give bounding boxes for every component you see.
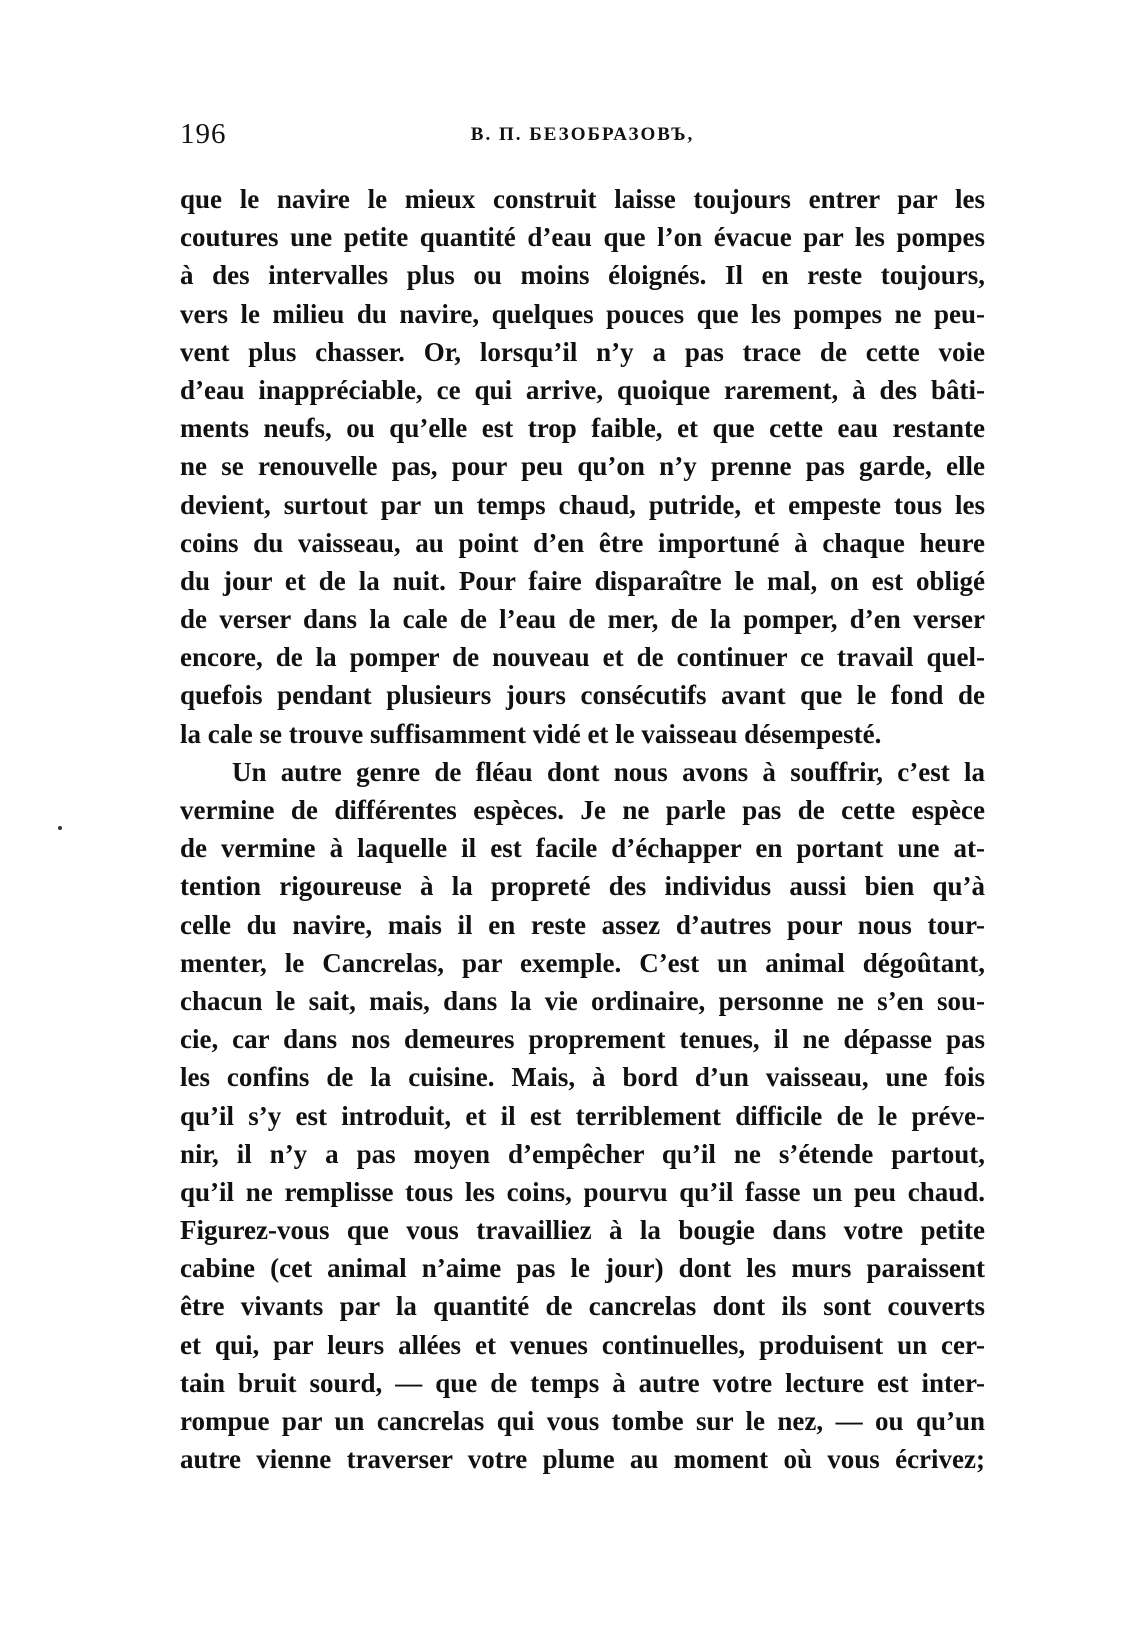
text-line: nir, il n’y a pas moyen d’empêcher qu’il ne s’étende partout, bbox=[180, 1138, 985, 1169]
text-line: Figurez-vous que vous travailliez à la bougie dans votre petite bbox=[180, 1215, 985, 1246]
text-line: coutures une petite quantité d’eau que l’on évacue par les pompes bbox=[180, 222, 985, 253]
text-line: qu’il s’y est introduit, et il est terriblement difficile de le préve- bbox=[180, 1100, 985, 1131]
text-line: qu’il ne remplisse tous les coins, pourvu qu’il fasse un peu chaud. bbox=[180, 1176, 985, 1207]
text-line: celle du navire, mais il en reste assez d’autres pour nous tour- bbox=[180, 909, 985, 940]
text-line: et qui, par leurs allées et venues continuelles, produisent un cer- bbox=[180, 1329, 985, 1360]
text-line: être vivants par la quantité de cancrelas dont ils sont couverts bbox=[180, 1291, 985, 1322]
text-line: de vermine à laquelle il est facile d’échapper en portant une at- bbox=[180, 833, 985, 864]
paragraph-2 bbox=[180, 753, 985, 1479]
text-line: tention rigoureuse à la propreté des individus aussi bien qu’à bbox=[180, 871, 985, 902]
text-line: cabine (cet animal n’aime pas le jour) dont les murs paraissent bbox=[180, 1253, 985, 1284]
text-line: ne se renouvelle pas, pour peu qu’on n’y prenne pas garde, elle bbox=[180, 451, 985, 482]
body-text bbox=[180, 180, 985, 1478]
text-line: d’eau inappréciable, ce qui arrive, quoique rarement, à des bâti- bbox=[180, 374, 985, 405]
text-line: menter, le Cancrelas, par exemple. C’est un animal dégoûtant, bbox=[180, 947, 985, 978]
text-line: vent plus chasser. Or, lorsqu’il n’y a pas trace de cette voie bbox=[180, 336, 985, 367]
text-line: quefois pendant plusieurs jours consécutifs avant que le fond de bbox=[180, 680, 985, 711]
text-line: cie, car dans nos demeures proprement tenues, il ne dépasse pas bbox=[180, 1024, 985, 1055]
text-line: coins du vaisseau, au point d’en être importuné à chaque heure bbox=[180, 527, 985, 558]
text-line: rompue par un cancrelas qui vous tombe sur le nez, — ou qu’un bbox=[180, 1406, 985, 1436]
text-line: Un autre genre de fléau dont nous avons à souffrir, c’est la bbox=[232, 756, 985, 787]
text-line: vermine de différentes espèces. Je ne parle pas de cette espèce bbox=[180, 795, 985, 825]
paragraph-1 bbox=[180, 180, 985, 753]
text-line: de verser dans la cale de l’eau de mer, de la pomper, d’en verser bbox=[180, 604, 985, 635]
text-line: vers le milieu du navire, quelques pouces que les pompes ne peu- bbox=[180, 298, 985, 329]
page-header bbox=[180, 118, 985, 158]
text-line: que le navire le mieux construit laisse toujours entrer par les bbox=[180, 184, 985, 214]
text-line: tain bruit sourd, — que de temps à autre votre lecture est inter- bbox=[180, 1367, 985, 1398]
text-line: ments neufs, ou qu’elle est trop faible, et que cette eau restante bbox=[180, 413, 985, 444]
text-line: du jour et de la nuit. Pour faire disparaître le mal, on est obligé bbox=[180, 565, 985, 596]
text-line: autre vienne traverser votre plume au moment où vous écrivez; bbox=[180, 1444, 985, 1475]
text-line: à des intervalles plus ou moins éloignés. Il en reste toujours, bbox=[180, 260, 985, 291]
text-line: encore, de la pomper de nouveau et de continuer ce travail quel- bbox=[180, 642, 985, 673]
text-line: devient, surtout par un temps chaud, putride, et empeste tous les bbox=[180, 489, 985, 520]
running-head: В. П. БЕЗОБРАЗОВЪ, bbox=[470, 124, 695, 145]
text-line: chacun le sait, mais, dans la vie ordinaire, personne ne s’en sou- bbox=[180, 985, 985, 1016]
text-line: la cale se trouve suffisamment vidé et le vaisseau désempesté. bbox=[180, 718, 882, 749]
page-number: 196 bbox=[180, 118, 227, 150]
print-speck bbox=[58, 826, 62, 830]
text-line: les confins de la cuisine. Mais, à bord d’un vaisseau, une fois bbox=[180, 1062, 985, 1093]
